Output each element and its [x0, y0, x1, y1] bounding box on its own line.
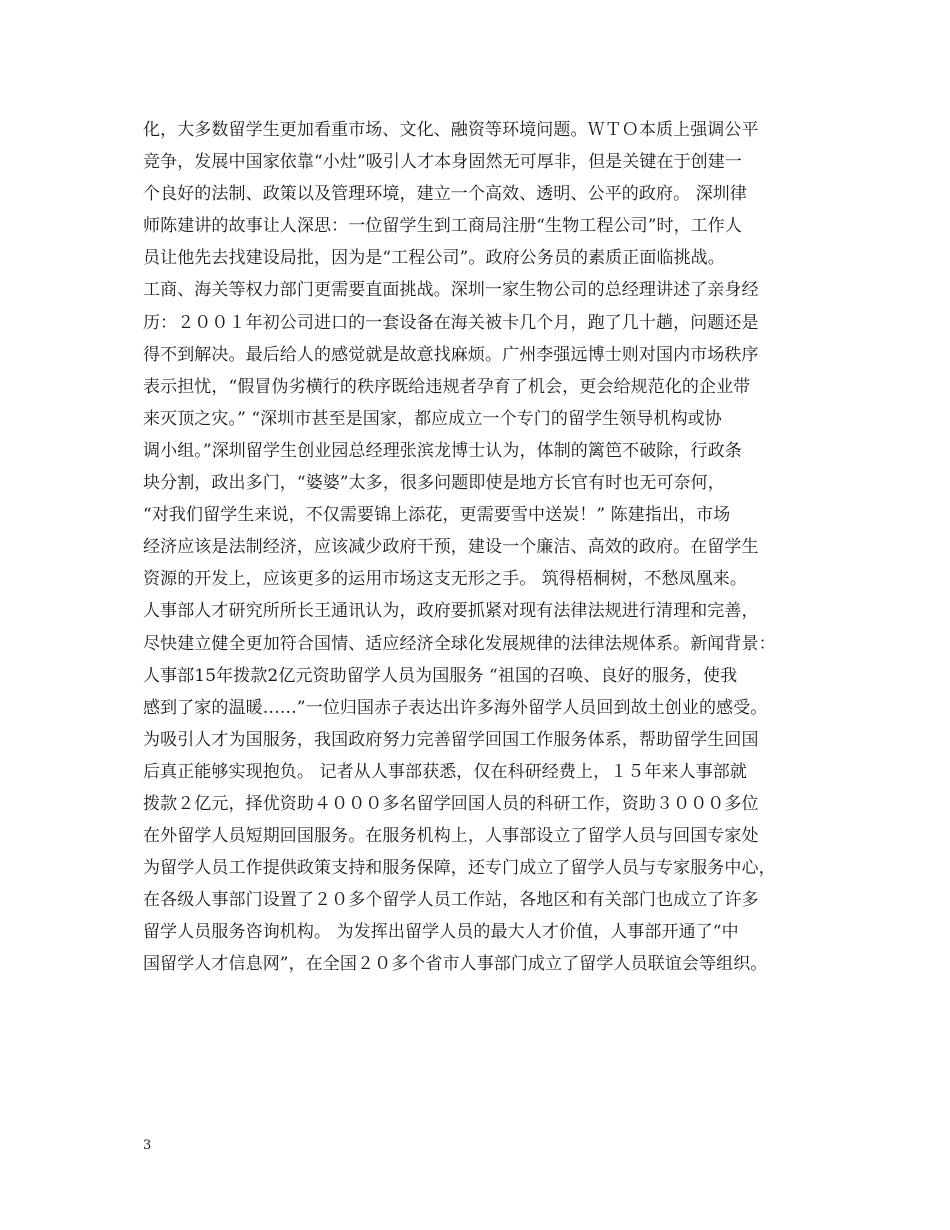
text-line: 留学人员服务咨询机构。 为发挥出留学人员的最大人才价值，人事部开通了“中 [143, 922, 739, 943]
text-line: 为留学人员工作提供政策支持和服务保障，还专门成立了留学人员与专家服务中心， [143, 858, 776, 879]
text-line: 得不到解决。最后给人的感觉就是故意找麻烦。广州李强远博士则对国内市场秩序 [143, 344, 759, 365]
text-line: 感到了家的温暖……”一位归国赤子表达出许多海外留学人员回到故土创业的感受。 [143, 697, 768, 718]
text-line: 人事部人才研究所所长王通讯认为，政府要抓紧对现有法律法规进行清理和完善， [143, 601, 759, 622]
text-line: 拨款２亿元，择优资助４０００多名留学回国人员的科研工作，资助３０００多位 [143, 793, 759, 814]
text-line: 化，大多数留学生更加看重市场、文化、融资等环境问题。ＷＴＯ本质上强调公平 [143, 120, 759, 140]
text-line: 为吸引人才为国服务，我国政府努力完善留学回国工作服务体系，帮助留学生回国 [143, 729, 759, 750]
text-line: 在外留学人员短期回国服务。在服务机构上，人事部设立了留学人员与回国专家处 [143, 826, 759, 847]
text-line: 后真正能够实现抱负。 记者从人事部获悉，仅在科研经费上，１５年来人事部就 [143, 761, 748, 782]
text-line: 表示担忧，“假冒伪劣横行的秩序既给违规者孕育了机会，更会给规范化的企业带 [143, 376, 751, 397]
text-line: 竞争，发展中国家依靠“小灶”吸引人才本身固然无可厚非，但是关键在于创建一 [143, 152, 742, 173]
body-text [143, 114, 833, 981]
text-line: “对我们留学生来说，不仅需要锦上添花，更需要雪中送炭！” 陈建指出，市场 [143, 505, 731, 526]
page-number: 3 [143, 1138, 152, 1153]
text-line: 员让他先去找建设局批，因为是“工程公司”。政府公务员的素质正面临挑战。 [143, 248, 725, 269]
text-line: 历：２００１年初公司进口的一套设备在海关被卡几个月，跑了几十趟，问题还是 [143, 312, 759, 333]
text-line: 块分割，政出多门，“婆婆”太多，很多问题即使是地方长官有时也无可奈何， [143, 473, 725, 494]
text-line: 尽快建立健全更加符合国情、适应经济全球化发展规律的法律法规体系。新闻背景： [143, 633, 776, 654]
text-line: 来灭顶之灾。” “深圳市甚至是国家，都应成立一个专门的留学生领导机构或协 [143, 408, 722, 429]
text-line: 人事部15年拨款2亿元资助留学人员为国服务 “祖国的召唤、良好的服务，使我 [143, 665, 738, 686]
text-line: 资源的开发上，应该更多的运用市场这支无形之手。 筑得梧桐树，不愁凤凰来。 [143, 569, 748, 590]
text-line: 工商、海关等权力部门更需要直面挑战。深圳一家生物公司的总经理讲述了亲身经 [143, 280, 759, 301]
text-line: 经济应该是法制经济，应该减少政府干预，建设一个廉洁、高效的政府。在留学生 [143, 537, 759, 558]
text-line: 个良好的法制、政策以及管理环境，建立一个高效、透明、公平的政府。 深圳律 [143, 184, 748, 205]
text-line: 在各级人事部门设置了２０多个留学人员工作站，各地区和有关部门也成立了许多 [143, 890, 759, 911]
text-line: 师陈建讲的故事让人深思：一位留学生到工商局注册“生物工程公司”时，工作人 [143, 216, 742, 237]
text-line: 国留学人才信息网”，在全国２０多个省市人事部门成立了留学人员联谊会等组织。 [143, 954, 768, 975]
text-line: 调小组。”深圳留学生创业园总经理张滨龙博士认为，体制的篱笆不破除，行政条 [143, 440, 742, 461]
